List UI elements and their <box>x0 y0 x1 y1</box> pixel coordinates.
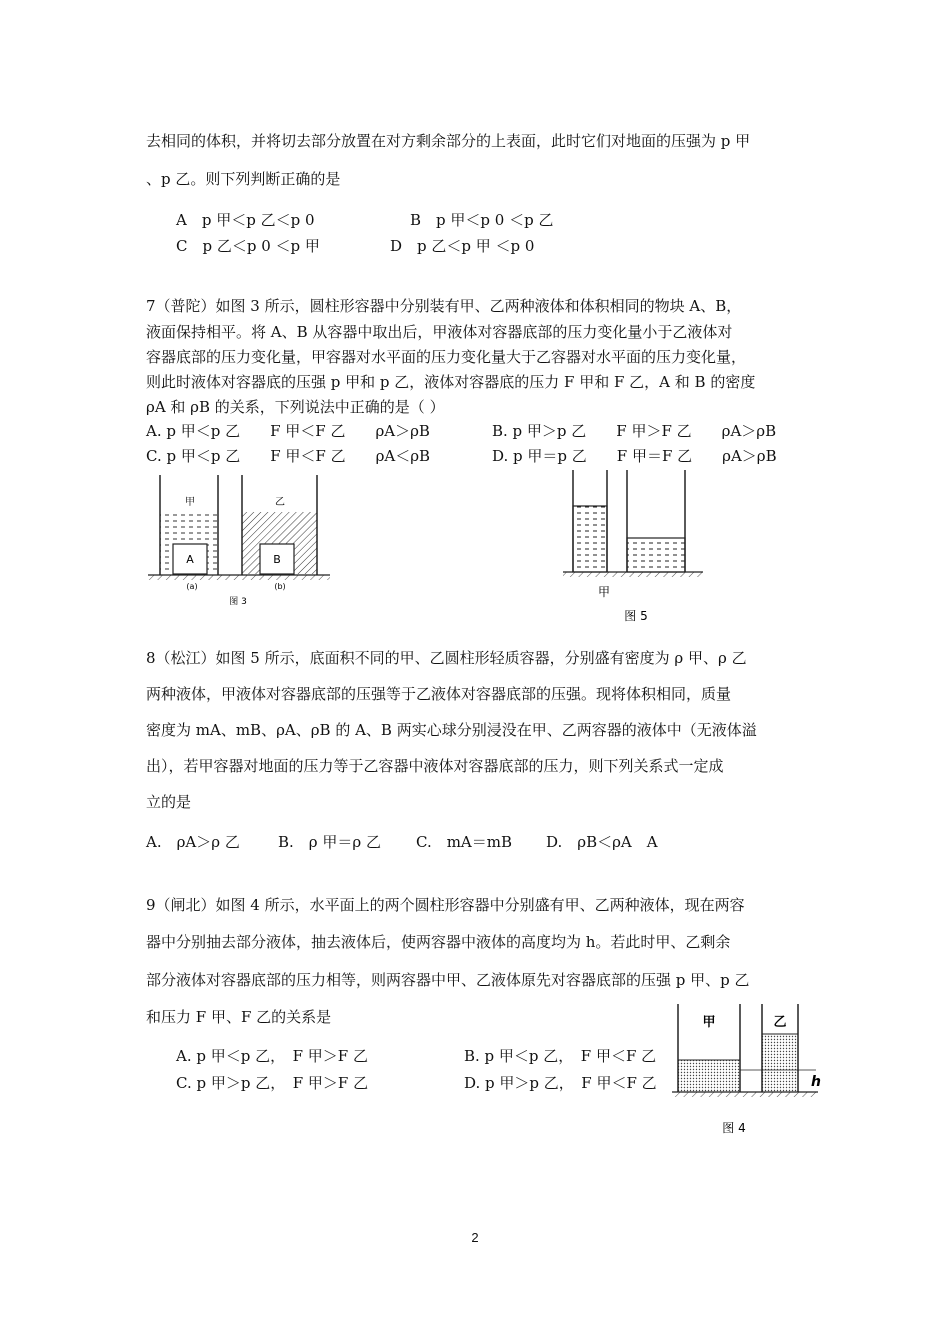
q9-option-c: C. p 甲＞p 乙， F 甲＞F 乙 <box>176 1074 369 1092</box>
q8-option-a: A. ρA＞ρ 乙 <box>146 833 240 851</box>
q8-option-d: D. ρB＜ρA A <box>546 833 658 851</box>
q7-option-b: B. p 甲＞p 乙 F 甲＞F 乙 ρA＞ρB <box>492 422 777 440</box>
fig3-block-b-label: B <box>273 553 281 566</box>
q7-option-a: A. p 甲＜p 乙 F 甲＜F 乙 ρA＞ρB <box>146 422 430 440</box>
figure-5 <box>560 468 710 628</box>
q8-line-5: 立的是 <box>146 793 192 811</box>
q7-line-1: 7（普陀）如图 3 所示，圆柱形容器中分别装有甲、乙两种液体和体积相同的物块 A、B， <box>146 297 742 315</box>
q6-line-1: 去相同的体积，并将切去部分放置在对方剩余部分的上表面，此时它们对地面的压强为 p 甲 <box>146 132 751 150</box>
fig3-sub-b: (b) <box>274 582 286 591</box>
q8-line-3: 密度为 mA、mB、ρA、ρB 的 A、B 两实心球分别浸没在甲、乙两容器的液体中（无液体溢 <box>146 721 757 739</box>
q9-line-2: 器中分别抽去部分液体，抽去液体后，使两容器中液体的高度均为 h。若此时甲、乙剩余 <box>146 933 731 951</box>
q7-line-2: 液面保持相平。将 A、B 从容器中取出后，甲液体对容器底部的压力变化量小于乙液体对 <box>146 323 733 341</box>
figure-4 <box>668 1002 828 1142</box>
q8-line-4: 出），若甲容器对地面的压力等于乙容器中液体对容器底部的压力，则下列关系式一定成 <box>146 757 724 775</box>
q9-line-3: 部分液体对容器底部的压力相等，则两容器中甲、乙液体原先对容器底部的压强 p 甲、p 乙 <box>146 971 750 989</box>
fig4-caption: 图 4 <box>722 1121 746 1135</box>
q6-option-c: C p 乙＜p 0 ＜p 甲 <box>176 237 320 255</box>
fig5-liquid-yi <box>627 538 685 572</box>
q7-option-c: C. p 甲＜p 乙 F 甲＜F 乙 ρA＜ρB <box>146 447 431 465</box>
fig3-label-jia: 甲 <box>185 497 195 508</box>
q9-option-a: A. p 甲＜p 乙， F 甲＞F 乙 <box>176 1047 368 1065</box>
fig4-label-jia: 甲 <box>702 1015 716 1030</box>
q6-line-2: 、p 乙。则下列判断正确的是 <box>146 170 341 188</box>
q9-line-4: 和压力 F 甲、F 乙的关系是 <box>146 1008 332 1026</box>
figure-3 <box>140 470 340 610</box>
fig5-caption: 图 5 <box>624 609 648 623</box>
q6-option-d: D p 乙＜p 甲 ＜p 0 <box>390 237 535 255</box>
q7-option-d: D. p 甲＝p 乙 F 甲＝F 乙 ρA＞ρB <box>492 447 777 465</box>
fig3-label-yi: 乙 <box>275 497 285 508</box>
q8-line-1: 8（松江）如图 5 所示，底面积不同的甲、乙圆柱形轻质容器，分别盛有密度为 ρ 甲、ρ 乙 <box>146 649 747 667</box>
fig4-label-yi: 乙 <box>773 1015 787 1030</box>
q8-option-c: C. mA＝mB <box>416 833 513 851</box>
q6-option-a: A p 甲＜p 乙＜p 0 <box>176 211 315 229</box>
q7-line-3: 容器底部的压力变化量，甲容器对水平面的压力变化量大于乙容器对水平面的压力变化量， <box>146 348 747 366</box>
q9-option-d: D. p 甲＞p 乙， F 甲＜F 乙 <box>464 1074 657 1092</box>
q9-line-1: 9（闸北）如图 4 所示，水平面上的两个圆柱形容器中分别盛有甲、乙两种液体，现在两容 <box>146 896 745 914</box>
fig3-block-a-label: A <box>186 553 194 566</box>
q9-option-b: B. p 甲＜p 乙， F 甲＜F 乙 <box>464 1047 657 1065</box>
fig3-caption: 图 3 <box>229 597 247 607</box>
q8-line-2: 两种液体，甲液体对容器底部的压强等于乙液体对容器底部的压强。现将体积相同，质量 <box>146 685 732 703</box>
q7-line-4: 则此时液体对容器底的压强 p 甲和 p 乙，液体对容器底的压力 F 甲和 F 乙，A 和 B 的密度 <box>146 373 756 391</box>
q8-option-b: B. ρ 甲＝ρ 乙 <box>278 833 381 851</box>
fig3-sub-a: (a) <box>186 582 198 591</box>
q7-line-5: ρA 和 ρB 的关系，下列说法中正确的是（ ） <box>146 398 445 416</box>
fig4-label-h: h <box>811 1074 821 1090</box>
fig5-label-jia: 甲 <box>597 585 611 599</box>
fig4-liquid-jia <box>678 1060 740 1092</box>
page-number: 2 <box>471 1230 479 1245</box>
q6-option-b: B p 甲＜p 0 ＜p 乙 <box>410 211 554 229</box>
fig4-liquid-yi <box>762 1034 798 1092</box>
fig5-liquid-jia <box>573 506 607 572</box>
